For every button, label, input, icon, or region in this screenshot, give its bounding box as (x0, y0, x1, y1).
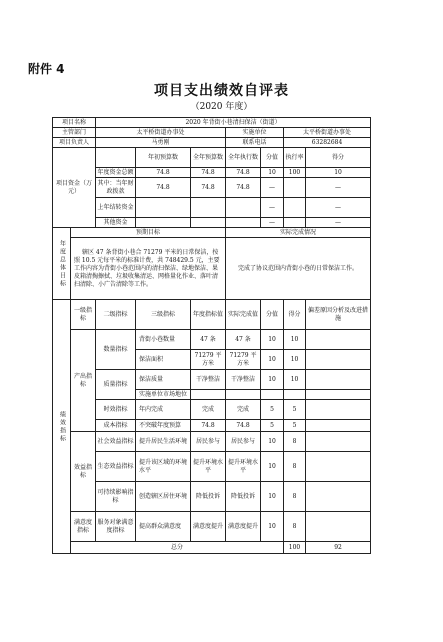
indicator-points: 5 (284, 400, 306, 420)
indicator-points: 8 (284, 512, 306, 542)
page-title: 项目支出绩效自评表 (154, 83, 289, 99)
header-target: 年度指标值 (191, 300, 226, 330)
indicator-points: 10 (284, 370, 306, 390)
indicator-actual: 47 条 (226, 330, 261, 350)
indicator-points: 8 (284, 432, 306, 452)
indicator-name: 年内完成 (136, 400, 191, 420)
indicator-actual: 居民参与 (226, 432, 261, 452)
funds-row-points: — (306, 218, 371, 228)
indicator-points: 8 (284, 452, 306, 482)
evaluation-table (52, 117, 371, 554)
funds-row-budget (136, 198, 191, 218)
dept-label: 主管部门 (53, 128, 96, 138)
indicator-name: 提升居民生活环境 (136, 432, 191, 452)
attachment-label: 附件 4 (28, 62, 65, 76)
header-level2: 二级指标 (96, 300, 136, 330)
goals-actual: 完成了协议范围内背街小巷的日常保洁工作。 (226, 238, 371, 300)
year-subtitle: （2020 年度） (190, 102, 253, 112)
total-points: 92 (306, 542, 371, 554)
funds-row-name: 年度资金总额 (97, 168, 134, 176)
funds-row-score: — (261, 198, 284, 218)
goals-expected: 辖区 47 条背街小巷合 71279 平米的日常保洁，按照 10.5 元每平米的标准计费，共 748429.5 元，主要工作内容为背街小巷范围内的清扫保洁、绿地保洁、果皮箱清掏擦拭、垃圾收集清运、网格量化作业、落叶清扫清除、小广告清除等工作。 (71, 238, 226, 300)
phone-label: 联系电话 (226, 138, 284, 148)
indicator-points (284, 390, 306, 400)
cost-label: 成本指标 (96, 420, 136, 432)
funds-label: 项目资金（万元） (53, 148, 96, 228)
indicator-target: 提升环境水平 (191, 452, 226, 482)
quality-label: 质量指标 (96, 370, 136, 400)
project-name-label: 项目名称 (53, 118, 96, 128)
leader-value: 马勇刚 (96, 138, 226, 148)
funds-row-full (191, 218, 226, 228)
dept-value: 太平桥街道办事处 (96, 128, 226, 138)
header-score: 分值 (261, 300, 284, 330)
indicator-target: 74.8 (191, 420, 226, 432)
funds-header-exec: 全年执行数 (226, 148, 261, 168)
funds-row-exec (226, 218, 261, 228)
funds-row-exec: 74.8 (226, 168, 261, 178)
leader-label: 项目负责人 (53, 138, 96, 148)
funds-row-score: 10 (261, 168, 284, 178)
indicator-target: 干净整洁 (191, 370, 226, 390)
indicator-actual (226, 390, 261, 400)
total-label: 总分 (71, 542, 284, 554)
header-actual: 实际完成值 (226, 300, 261, 330)
funds-header-full: 全年预算数 (191, 148, 226, 168)
indicator-actual: 满意度提升 (226, 512, 261, 542)
project-name: 2020 年背街小巷清扫保洁（街道） (96, 118, 371, 128)
indicator-actual: 74.8 (226, 420, 261, 432)
funds-row-exec: 74.8 (226, 178, 261, 198)
indicator-name: 实施单位市场地位 (136, 390, 191, 400)
indicator-target: 47 条 (191, 330, 226, 350)
indicator-name: 不突破年度预算 (136, 420, 191, 432)
funds-row-budget: 74.8 (136, 178, 191, 198)
funds-row-budget (136, 218, 191, 228)
indicator-target: 满意度提升 (191, 512, 226, 542)
quantity-label: 数量指标 (96, 330, 136, 370)
header-points: 得分 (284, 300, 306, 330)
indicator-score: 10 (261, 482, 284, 512)
eco-label: 生态效益指标 (96, 452, 136, 482)
indicator-score: 10 (261, 432, 284, 452)
indicator-name: 背街小巷数量 (136, 330, 191, 350)
indicator-score: 10 (261, 452, 284, 482)
header-level1: 一级指标 (71, 300, 96, 330)
indicator-name: 保洁质量 (136, 370, 191, 390)
header-level3: 三级指标 (136, 300, 191, 330)
indicator-score: 10 (261, 370, 284, 390)
indicator-target: 降低投诉 (191, 482, 226, 512)
indicator-score: 10 (261, 512, 284, 542)
indicator-actual: 干净整洁 (226, 370, 261, 390)
funds-row-rate: 100 (284, 168, 306, 178)
indicator-actual: 71279 平方米 (226, 350, 261, 370)
indicator-points: 10 (284, 350, 306, 370)
total-score: 100 (284, 542, 306, 554)
goals-actual-header: 实际完成情况 (226, 228, 371, 238)
effect-label: 效益指标 (71, 432, 96, 512)
indicator-actual: 提升环境水平 (226, 452, 261, 482)
indicator-actual: 完成 (226, 400, 261, 420)
funds-header-score: 分值 (261, 148, 284, 168)
funds-header-rate: 执行率 (284, 148, 306, 168)
indicator-score: 5 (261, 420, 284, 432)
indicator-name: 提高群众满意度 (136, 512, 191, 542)
indicator-actual: 降低投诉 (226, 482, 261, 512)
indicator-points: 5 (284, 420, 306, 432)
service-label: 服务对象满意度指标 (96, 512, 136, 542)
indicator-name: 创造辖区居住环境 (136, 482, 191, 512)
sustain-label: 可持续影响指标 (96, 482, 136, 512)
phone-value: 63282684 (284, 138, 371, 148)
funds-row-exec (226, 198, 261, 218)
funds-row-full: 74.8 (191, 168, 226, 178)
time-label: 时效指标 (96, 400, 136, 420)
goals-label: 年度总体目标 (53, 228, 71, 300)
funds-row-score: — (261, 178, 284, 198)
funds-row-rate (284, 218, 306, 228)
funds-row-name: 其他资金 (96, 218, 136, 228)
indicator-score: 10 (261, 330, 284, 350)
impl-value: 太平桥街道办事处 (284, 128, 371, 138)
indicator-score: 5 (261, 400, 284, 420)
funds-row-name: 其中：当年财政拨款 (96, 178, 136, 198)
indicator-score: 10 (261, 350, 284, 370)
satisfaction-label: 满意度指标 (71, 512, 96, 542)
funds-row-score: — (261, 218, 284, 228)
funds-row-points: — (306, 198, 371, 218)
indicators-section-label: 绩效指标 (53, 300, 71, 554)
funds-row-points: 10 (306, 168, 371, 178)
impl-label: 实施单位 (226, 128, 284, 138)
funds-header-points: 得分 (306, 148, 371, 168)
funds-row-budget: 74.8 (136, 168, 191, 178)
funds-row-rate (284, 178, 306, 198)
social-label: 社会效益指标 (96, 432, 136, 452)
indicator-name: 提升该区域的环境水平 (136, 452, 191, 482)
funds-row-full (191, 198, 226, 218)
header-reason: 偏差原因分析及改进措施 (306, 300, 371, 330)
indicator-target: 71279 平方米 (191, 350, 226, 370)
funds-row-full: 74.8 (191, 178, 226, 198)
indicator-target (191, 390, 226, 400)
indicator-score (261, 390, 284, 400)
indicator-target: 完成 (191, 400, 226, 420)
funds-header-budget: 年初预算数 (136, 148, 191, 168)
indicator-points: 10 (284, 330, 306, 350)
indicator-target: 居民参与 (191, 432, 226, 452)
indicator-points: 8 (284, 482, 306, 512)
goals-expected-header: 预期目标 (71, 228, 226, 238)
funds-row-points: — (306, 178, 371, 198)
funds-row-name: 上年结转资金 (96, 198, 136, 218)
output-label: 产出指标 (71, 330, 96, 432)
indicator-name: 保洁面积 (136, 350, 191, 370)
funds-row-rate (284, 198, 306, 218)
